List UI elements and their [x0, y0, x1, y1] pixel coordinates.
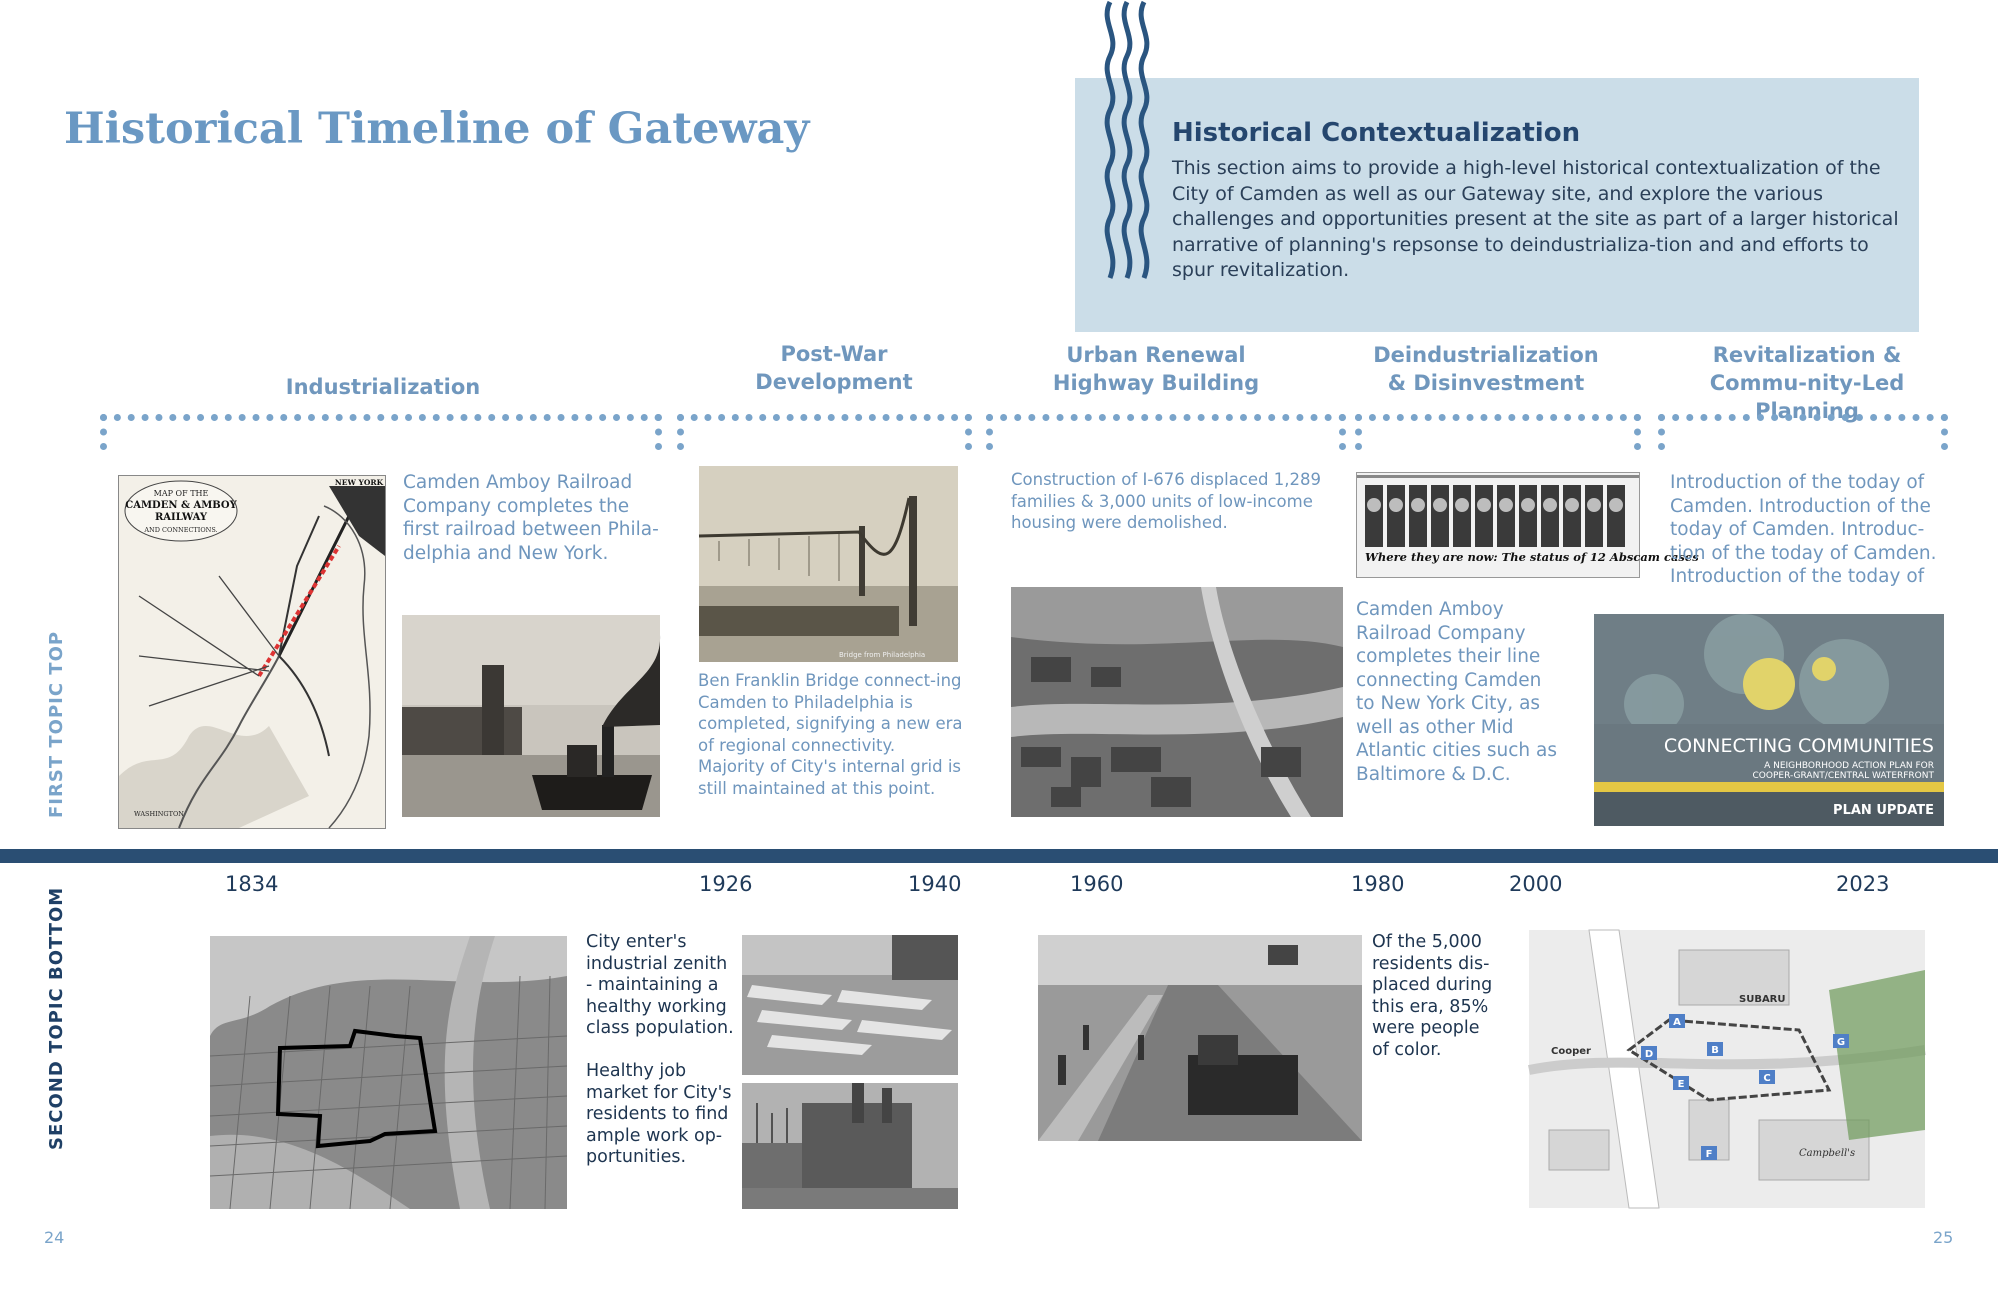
page-number-left: 24	[44, 1228, 65, 1247]
page-title: Historical Timeline of Gateway	[64, 104, 810, 154]
bridge-text: Ben Franklin Bridge connect-ing Camden to Philadelphia is completed, signifying a new era of regional connectivity. Majority of City's internal grid is still maintained at this point.	[698, 671, 963, 798]
second-topic-label: SECOND TOPIC BOTTOM	[46, 886, 67, 1150]
plan-update: PLAN UPDATE	[1833, 803, 1934, 818]
period-industrialization: Industrialization	[285, 375, 481, 399]
page-number-right: 25	[1933, 1228, 1954, 1247]
year-1960: 1960	[1070, 872, 1124, 896]
site-block-a: A	[1673, 1017, 1681, 1028]
site-block-g: G	[1836, 1037, 1846, 1048]
site-block-e: E	[1677, 1079, 1685, 1090]
period-revitalization: Revitalization & Commu-nity-Led Planning	[1709, 343, 1905, 423]
map-title-1: MAP OF THE	[153, 489, 209, 498]
railroad-text: Camden Amboy Railroad Company completes the first railroad between Phila-delphia and New York.	[403, 472, 659, 564]
aerial-highway-photo	[1011, 587, 1343, 817]
timeline-axis	[0, 849, 1998, 863]
newspaper-clipping	[1356, 472, 1699, 578]
site-label-campbells: Campbell's	[1799, 1148, 1856, 1159]
map-newyork: NEW YORK	[334, 478, 384, 487]
map-title-3: RAILWAY	[154, 512, 208, 523]
residents-text: Of the 5,000 residents dis-placed during this era, 85% were people of color.	[1372, 932, 1493, 1060]
shipyard-photo	[742, 935, 958, 1075]
plan-subtitle-2: COOPER-GRANT/CENTRAL WATERFRONT	[1752, 771, 1934, 781]
railroad-map-image	[118, 475, 386, 829]
bracket-deindustrialization	[1355, 414, 1641, 450]
plan-title: CONNECTING COMMUNITIES	[1663, 735, 1934, 757]
site-block-c: C	[1763, 1073, 1771, 1084]
year-1940: 1940	[908, 872, 962, 896]
bracket-urban-renewal	[986, 414, 1346, 450]
factory-photo	[742, 1083, 958, 1209]
bracket-post-war	[677, 414, 972, 450]
bracket-revitalization	[1658, 414, 1948, 450]
plan-cover-image	[1594, 614, 1944, 826]
jobs-text: Healthy job market for City's residents to find ample work op-portunities.	[586, 1061, 732, 1167]
period-deindustrialization: Deindustrialization & Disinvestment	[1373, 343, 1599, 395]
first-topic-label: FIRST TOPIC TOP	[46, 630, 67, 818]
map-title-4: AND CONNECTIONS.	[144, 526, 218, 534]
context-body: This section aims to provide a high-level historical contextualization of the City of Camden as well as our Gateway site, and explore the various challenges and opportunities present at the site as part of a larger historical narrative of planning's repsonse to deindustrializa-tion and and efforts to spur revitalization.	[1172, 157, 1899, 281]
period-post-war: Post-War Development	[755, 342, 913, 394]
amboy-line-text: Camden Amboy Railroad Company completes their line connecting Camden to New York City, as well as other Mid Atlantic cities such as Baltimore & D.C.	[1356, 599, 1557, 785]
period-urban-renewal: Urban Renewal Highway Building	[1052, 343, 1260, 395]
zenith-text: City enter's industrial zenith - maintaining a healthy working class population.	[586, 932, 734, 1038]
year-1926: 1926	[699, 872, 753, 896]
context-heading: Historical Contextualization	[1172, 118, 1581, 148]
year-1834: 1834	[225, 872, 279, 896]
newspaper-caption: Where they are now: The status of 12 Abscam cases	[1365, 550, 1699, 564]
year-1980: 1980	[1351, 872, 1405, 896]
plan-subtitle-1: A NEIGHBORHOOD ACTION PLAN FOR	[1764, 761, 1934, 771]
bracket-industrialization	[100, 414, 662, 450]
intro-text: Introduction of the today of Camden. Introduction of the today of Camden. Introduc-tion of the today of Camden. Introduction of the today of	[1670, 472, 1937, 587]
map-title-2: CAMDEN & AMBOY	[125, 500, 237, 511]
aerial-city-photo	[210, 936, 567, 1209]
site-label-subaru: SUBARU	[1739, 994, 1786, 1005]
i676-text: Construction of I-676 displaced 1,289 families & 3,000 units of low-income housing were demolished.	[1011, 470, 1322, 532]
highway-construction-photo	[1038, 935, 1362, 1141]
tugboat-photo	[402, 615, 660, 817]
bridge-photo	[699, 466, 958, 662]
map-washington: WASHINGTON	[134, 810, 184, 818]
bridge-caption: Bridge from Philadelphia	[839, 651, 926, 659]
site-block-d: D	[1644, 1049, 1654, 1060]
site-block-b: B	[1711, 1045, 1719, 1056]
site-label-cooper: Cooper	[1551, 1046, 1591, 1057]
site-plan-image	[1529, 930, 1925, 1208]
year-2000: 2000	[1509, 872, 1563, 896]
wave-decoration-icon	[1098, 0, 1158, 282]
site-block-f: F	[1705, 1149, 1713, 1160]
year-2023: 2023	[1836, 872, 1890, 896]
